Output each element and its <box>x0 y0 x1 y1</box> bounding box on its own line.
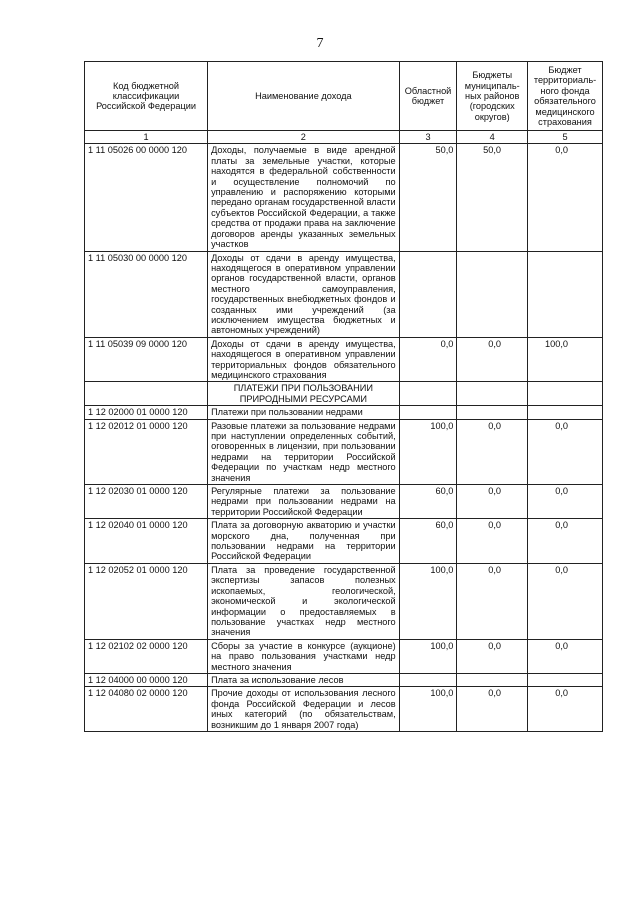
table-header-row <box>85 62 603 131</box>
regional-budget-value: 100,0 <box>399 639 457 673</box>
budget-code-cell: 1 12 02040 01 0000 120 <box>85 519 208 564</box>
municipal-budget-value: 0,0 <box>457 485 528 519</box>
column-number-row <box>85 131 603 144</box>
regional-budget-value: 100,0 <box>399 687 457 732</box>
table-row <box>85 485 603 519</box>
insurance-fund-value: 0,0 <box>528 519 603 564</box>
insurance-fund-value <box>528 382 603 406</box>
income-name-cell: Плата за использование лесов <box>208 673 400 686</box>
income-name-cell: Прочие доходы от использования лесного фонда Российской Федерации и лесов иных категорий (по обязательствам, возникшим до 1 января 2007 года) <box>208 687 400 732</box>
header-municipal-budgets: Бюджеты муниципаль-ных районов (городских округов) <box>457 62 528 131</box>
income-name-cell: Доходы от сдачи в аренду имущества, находящегося в оперативном управлении органов государственной власти, органов местного самоуправления, государственных внебюджетных фондов и созданных ими учреждений (за исключением имущества бюджетных и автономных учреждений) <box>208 251 400 337</box>
regional-budget-value: 0,0 <box>399 337 457 382</box>
table-row <box>85 337 603 382</box>
income-name-cell: Регулярные платежи за пользование недрами при пользовании недрами на территории Российской Федерации <box>208 485 400 519</box>
header-insurance-fund-budget: Бюджет территориаль-ного фонда обязательного медицинского страхования <box>528 62 603 131</box>
regional-budget-value: 60,0 <box>399 519 457 564</box>
insurance-fund-value: 0,0 <box>528 563 603 639</box>
income-name-cell: ПЛАТЕЖИ ПРИ ПОЛЬЗОВАНИИ ПРИРОДНЫМИ РЕСУРСАМИ <box>208 382 400 406</box>
income-name-cell: Плата за проведение государственной экспертизы запасов полезных ископаемых, геологической, экономической и экологической информации о предоставляемых в пользование участках недр местного значения <box>208 563 400 639</box>
regional-budget-value <box>399 673 457 686</box>
table-row <box>85 673 603 686</box>
income-name-cell: Доходы, получаемые в виде арендной платы за земельные участки, которые находятся в федеральной собственности и осуществление полномочий по управлению и распоряжению которыми передано органам государственной власти субъектов Российской Федерации, а также средства от продажи права на заключение договоров аренды указанных земельных участков <box>208 144 400 251</box>
table-row <box>85 144 603 251</box>
budget-code-cell: 1 11 05030 00 0000 120 <box>85 251 208 337</box>
municipal-budget-value <box>457 673 528 686</box>
municipal-budget-value <box>457 406 528 419</box>
insurance-fund-value <box>528 406 603 419</box>
budget-code-cell: 1 12 02052 01 0000 120 <box>85 563 208 639</box>
header-regional-budget: Областной бюджет <box>399 62 457 131</box>
insurance-fund-value: 100,0 <box>528 337 603 382</box>
income-name-cell: Плата за договорную акваторию и участки морского дна, полученная при пользовании недрами на территории Российской Федерации <box>208 519 400 564</box>
regional-budget-value: 60,0 <box>399 485 457 519</box>
municipal-budget-value: 0,0 <box>457 519 528 564</box>
income-name-cell: Сборы за участие в конкурсе (аукционе) на право пользования участками недр местного значения <box>208 639 400 673</box>
municipal-budget-value <box>457 382 528 406</box>
regional-budget-value <box>399 382 457 406</box>
header-name: Наименование дохода <box>208 62 400 131</box>
column-number: 1 <box>85 131 208 144</box>
insurance-fund-value: 0,0 <box>528 485 603 519</box>
budget-code-cell: 1 12 02102 02 0000 120 <box>85 639 208 673</box>
budget-code-cell: 1 12 02000 01 0000 120 <box>85 406 208 419</box>
budget-code-cell: 1 12 04080 02 0000 120 <box>85 687 208 732</box>
regional-budget-value <box>399 251 457 337</box>
municipal-budget-value: 0,0 <box>457 419 528 484</box>
municipal-budget-value: 50,0 <box>457 144 528 251</box>
budget-code-cell: 1 12 02030 01 0000 120 <box>85 485 208 519</box>
regional-budget-value: 50,0 <box>399 144 457 251</box>
regional-budget-value <box>399 406 457 419</box>
column-number: 5 <box>528 131 603 144</box>
table-row <box>85 639 603 673</box>
header-code: Код бюджетной классификации Российской Федерации <box>85 62 208 131</box>
municipal-budget-value: 0,0 <box>457 687 528 732</box>
insurance-fund-value <box>528 251 603 337</box>
budget-code-cell: 1 12 02012 01 0000 120 <box>85 419 208 484</box>
budget-code-cell <box>85 382 208 406</box>
table-row <box>85 382 603 406</box>
column-number: 2 <box>208 131 400 144</box>
budget-code-cell: 1 11 05039 09 0000 120 <box>85 337 208 382</box>
budget-income-table <box>84 61 603 732</box>
budget-code-cell: 1 11 05026 00 0000 120 <box>85 144 208 251</box>
income-name-cell: Платежи при пользовании недрами <box>208 406 400 419</box>
table-row <box>85 563 603 639</box>
column-number: 3 <box>399 131 457 144</box>
regional-budget-value: 100,0 <box>399 563 457 639</box>
municipal-budget-value <box>457 251 528 337</box>
insurance-fund-value: 0,0 <box>528 639 603 673</box>
page-number: 7 <box>316 36 324 51</box>
table-row <box>85 251 603 337</box>
insurance-fund-value: 0,0 <box>528 144 603 251</box>
income-name-cell: Разовые платежи за пользование недрами при наступлении определенных событий, оговоренных в лицензии, при пользовании недрами на территории Российской Федерации по участкам недр местного значения <box>208 419 400 484</box>
table-row <box>85 419 603 484</box>
table-row <box>85 406 603 419</box>
budget-code-cell: 1 12 04000 00 0000 120 <box>85 673 208 686</box>
column-number: 4 <box>457 131 528 144</box>
regional-budget-value: 100,0 <box>399 419 457 484</box>
insurance-fund-value <box>528 673 603 686</box>
insurance-fund-value: 0,0 <box>528 687 603 732</box>
municipal-budget-value: 0,0 <box>457 639 528 673</box>
table-row <box>85 687 603 732</box>
table-row <box>85 519 603 564</box>
insurance-fund-value: 0,0 <box>528 419 603 484</box>
municipal-budget-value: 0,0 <box>457 337 528 382</box>
municipal-budget-value: 0,0 <box>457 563 528 639</box>
income-name-cell: Доходы от сдачи в аренду имущества, находящегося в оперативном управлении территориальных фондов обязательного медицинского страхования <box>208 337 400 382</box>
